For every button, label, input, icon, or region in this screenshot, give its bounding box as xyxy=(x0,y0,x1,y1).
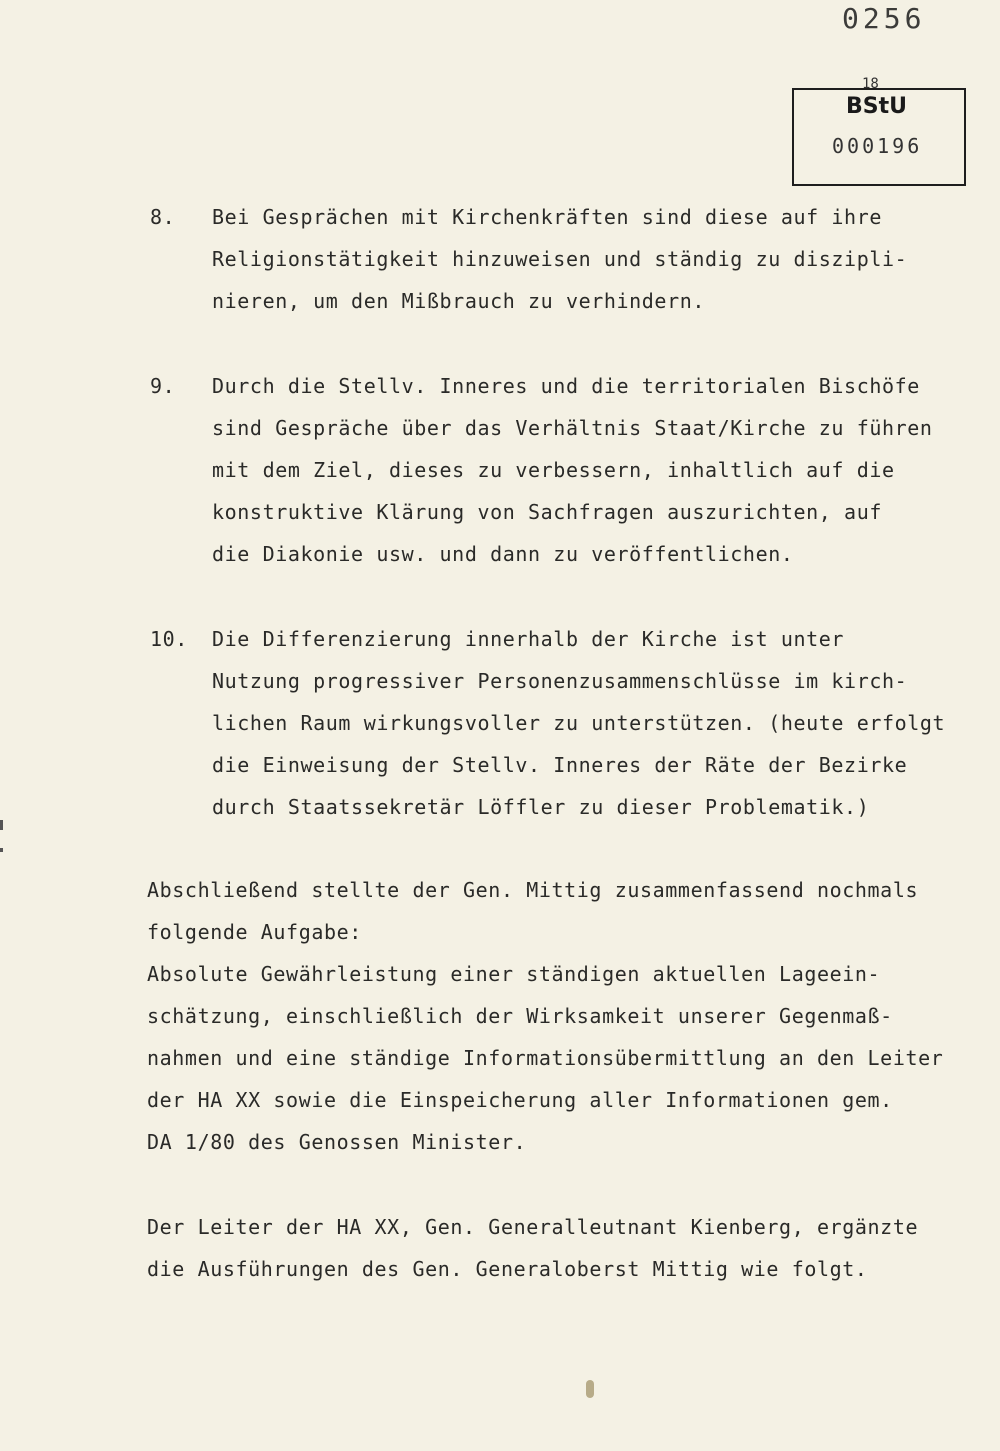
stamp-title: BStU xyxy=(846,94,907,119)
item-text: Die Differenzierung innerhalb der Kirche ist unter Nutzung progressiver Personenzusammenschlüsse im kirch- lichen Raum wirkungsvoller zu unterstützen. (heute erfolgt die Einweisung der Stellv. Inneres der Räte der Bezirke durch Staatssekretär Löffler zu dieser Problematik.) xyxy=(212,627,946,819)
item-number: 9. xyxy=(150,374,176,398)
item-text: Bei Gesprächen mit Kirchenkräften sind diese auf ihre Religionstätigkeit hinzuweisen und ständig zu diszipli- nieren, um den Mißbrauch zu verhindern. xyxy=(212,205,908,313)
punch-mark xyxy=(0,848,3,852)
item-text: Durch die Stellv. Inneres und die territorialen Bischöfe sind Gespräche über das Verhältnis Staat/Kirche zu führen mit dem Ziel, dieses zu verbessern, inhaltlich auf die konstruktive Klärung von Sachfragen auszurichten, auf die Diakonie usw. und dann zu veröffentlichen. xyxy=(212,374,933,566)
bstu-stamp xyxy=(792,88,966,186)
punch-mark xyxy=(0,820,3,830)
item-number: 10. xyxy=(150,627,188,651)
closing-paragraph: Der Leiter der HA XX, Gen. Generalleutnant Kienberg, ergänzte die Ausführungen des Gen. Generaloberst Mittig wie folgt. xyxy=(147,1215,919,1281)
page-number: 18 xyxy=(862,76,879,92)
item-number: 8. xyxy=(150,205,176,229)
paper-smudge xyxy=(586,1380,594,1398)
summary-paragraph: Abschließend stellte der Gen. Mittig zusammenfassend nochmals folgende Aufgabe: Absolute Gewährleistung einer ständigen aktuellen Lageein- schätzung, einschließlich der Wirksamkeit unserer Gegenmaß- nahmen und eine ständige Informationsübermittlung an den Leiter der HA XX sowie die Einspeicherung aller Informationen gem. DA 1/80 des Genossen Minister. xyxy=(147,878,944,1154)
stamp-number: 000196 xyxy=(832,134,923,158)
archive-number: 0256 xyxy=(842,2,926,35)
